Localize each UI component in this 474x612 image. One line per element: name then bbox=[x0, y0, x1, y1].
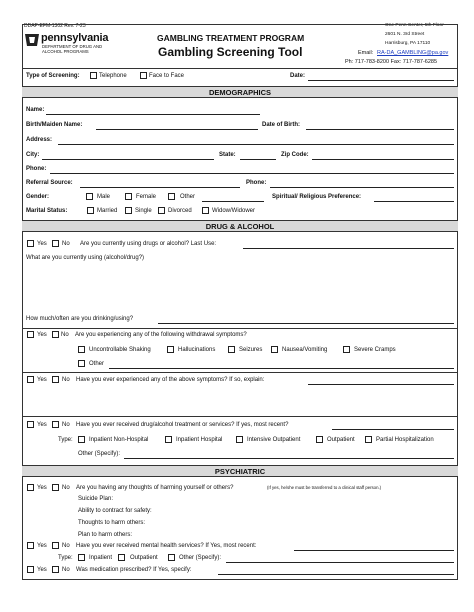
screening-type-label: Type of Screening: bbox=[26, 73, 80, 79]
symptom-nausea-checkbox[interactable] bbox=[271, 346, 278, 353]
drug-q3-yes-checkbox[interactable] bbox=[27, 376, 34, 383]
amount-field[interactable] bbox=[158, 323, 454, 324]
medication-field[interactable] bbox=[218, 574, 454, 575]
drug-q2-no-checkbox[interactable] bbox=[52, 331, 59, 338]
married-label: Married bbox=[97, 208, 118, 214]
drug-alcohol-header: DRUG & ALCOHOL bbox=[22, 220, 458, 232]
gender-other-field[interactable] bbox=[202, 201, 264, 202]
psych-q1-question: Are you having any thoughts of harming yourself or others? bbox=[76, 485, 234, 491]
name-label: Name: bbox=[26, 107, 45, 113]
drug-q3-question: Have you ever experienced any of the above symptoms? If so, explain: bbox=[76, 377, 265, 383]
drug-q1c-question: How much/often are you drinking/using? bbox=[26, 316, 134, 322]
address-line-2: 2601 N. 3rd Street bbox=[385, 32, 425, 37]
psych-q3-yes-checkbox[interactable] bbox=[27, 566, 34, 573]
drug-q1-yes-label: Yes bbox=[37, 241, 47, 247]
treatment-inpatient-hospital-checkbox[interactable] bbox=[165, 436, 172, 443]
psych-q2-no-checkbox[interactable] bbox=[52, 542, 59, 549]
psych-q2-question: Have you ever received mental health services? If Yes, most recent: bbox=[76, 543, 257, 549]
address-field[interactable] bbox=[58, 144, 454, 145]
psych-q2-no-label: No bbox=[62, 543, 70, 549]
city-label: City: bbox=[26, 152, 40, 158]
mh-outpatient-checkbox[interactable] bbox=[118, 554, 125, 561]
drug-q1-question: Are you currently using drugs or alcohol? Last Use: bbox=[80, 241, 217, 247]
mh-inpatient-label: Inpatient bbox=[89, 555, 113, 561]
drug-q2-yes-checkbox[interactable] bbox=[27, 331, 34, 338]
treatment-type-label: Type: bbox=[58, 437, 73, 443]
date-field[interactable] bbox=[308, 80, 454, 81]
form-title: Gambling Screening Tool bbox=[158, 45, 303, 59]
logo-word: pennsylvania bbox=[41, 32, 109, 44]
phone-fax-line: Ph: 717-783-8200 Fax: 717-787-6285 bbox=[345, 59, 438, 65]
header-separator bbox=[22, 68, 458, 69]
symptom-shaking-label: Uncontrollable Shaking bbox=[89, 347, 151, 353]
drug-q1-no-checkbox[interactable] bbox=[52, 240, 59, 247]
referral-phone-label: Phone: bbox=[246, 180, 267, 186]
psych-q2-recent-field[interactable] bbox=[294, 550, 454, 551]
psych-q1-note: (If yes, he/she must be transferred to a clinical staff person.) bbox=[267, 485, 382, 490]
drug-q4-no-checkbox[interactable] bbox=[52, 421, 59, 428]
email-label: Email: bbox=[358, 50, 374, 56]
married-checkbox[interactable] bbox=[87, 207, 94, 214]
drug-q2-no-label: No bbox=[61, 332, 69, 338]
dob-field[interactable] bbox=[306, 129, 454, 130]
safety-contract-label: Ability to contract for safety: bbox=[78, 508, 152, 514]
drug-q3-yes-label: Yes bbox=[37, 377, 47, 383]
psych-q1-yes-checkbox[interactable] bbox=[27, 484, 34, 491]
drug-q1-separator bbox=[22, 328, 458, 329]
mh-inpatient-checkbox[interactable] bbox=[78, 554, 85, 561]
city-field[interactable] bbox=[42, 159, 214, 160]
drug-q3-no-label: No bbox=[62, 377, 70, 383]
symptom-cramps-checkbox[interactable] bbox=[343, 346, 350, 353]
referral-phone-field[interactable] bbox=[270, 187, 454, 188]
dob-label: Date of Birth: bbox=[262, 122, 300, 128]
state-field[interactable] bbox=[240, 159, 276, 160]
drug-q4-no-label: No bbox=[62, 422, 70, 428]
plan-harm-label: Plan to harm others: bbox=[78, 532, 133, 538]
treatment-partial-label: Partial Hospitalization bbox=[376, 437, 434, 443]
email-link[interactable]: RA-DA_GAMBLING@pa.gov bbox=[377, 50, 449, 56]
phone-label: Phone: bbox=[26, 166, 47, 172]
treatment-outpatient-checkbox[interactable] bbox=[316, 436, 323, 443]
drug-q2-question: Are you experiencing any of the following withdrawal symptoms? bbox=[75, 332, 247, 338]
address-label: Address: bbox=[26, 137, 53, 143]
psychiatric-header: PSYCHIATRIC bbox=[22, 465, 458, 477]
last-use-field[interactable] bbox=[243, 248, 454, 249]
psych-q3-no-checkbox[interactable] bbox=[52, 566, 59, 573]
mh-other-label: Other (Specify): bbox=[179, 555, 222, 561]
treatment-other-label: Other (Specify): bbox=[78, 451, 121, 457]
referral-field[interactable] bbox=[80, 187, 240, 188]
birth-name-label: Birth/Maiden Name: bbox=[26, 122, 83, 128]
symptom-other-checkbox[interactable] bbox=[78, 360, 85, 367]
single-checkbox[interactable] bbox=[125, 207, 132, 214]
dept-line-2: ALCOHOL PROGRAMS bbox=[42, 49, 89, 54]
dept-line-1: DEPARTMENT OF DRUG AND bbox=[42, 44, 103, 49]
state-label: State: bbox=[219, 152, 236, 158]
psych-q3-question: Was medication prescribed? If Yes, specify: bbox=[76, 567, 192, 573]
single-label: Single bbox=[135, 208, 152, 214]
drug-q4-yes-checkbox[interactable] bbox=[27, 421, 34, 428]
symptom-hallucinations-label: Hallucinations bbox=[178, 347, 216, 353]
widow-checkbox[interactable] bbox=[202, 207, 209, 214]
gender-other-label: Other bbox=[180, 194, 196, 200]
drug-q1-no-label: No bbox=[62, 241, 70, 247]
drug-q4-question: Have you ever received drug/alcohol treatment or services? If yes, most recent? bbox=[76, 422, 289, 428]
zip-label: Zip Code: bbox=[281, 152, 309, 158]
treatment-other-field[interactable] bbox=[124, 458, 454, 459]
form-id: DDAP-EFM-1302 Rev. 7-23 bbox=[24, 23, 86, 29]
date-label: Date: bbox=[290, 73, 306, 79]
address-line-1: One Penn Center, 5th Floor bbox=[385, 23, 444, 28]
spiritual-label: Spiritual/ Religious Preference: bbox=[272, 194, 362, 200]
widow-label: Widow/Widower bbox=[212, 208, 256, 214]
telephone-checkbox[interactable] bbox=[90, 72, 97, 79]
treatment-inpatient-nonhospital-checkbox[interactable] bbox=[78, 436, 85, 443]
psych-q1-no-label: No bbox=[62, 485, 70, 491]
symptom-shaking-checkbox[interactable] bbox=[78, 346, 85, 353]
symptom-other-field[interactable] bbox=[109, 368, 454, 369]
drug-q4-yes-label: Yes bbox=[37, 422, 47, 428]
gender-female-checkbox[interactable] bbox=[125, 193, 132, 200]
psych-q2-yes-checkbox[interactable] bbox=[27, 542, 34, 549]
address-line-3: Harrisburg, PA 17110 bbox=[385, 41, 431, 46]
drug-q4-recent-field[interactable] bbox=[332, 429, 454, 430]
psych-q1-yes-text: Yes bbox=[37, 485, 47, 491]
marital-label: Marital Status: bbox=[26, 208, 68, 214]
symptom-seizures-label: Seizures bbox=[239, 347, 263, 353]
psych-q3-no-label: No bbox=[62, 567, 70, 573]
psych-q3-yes-label: Yes bbox=[37, 567, 47, 573]
drug-q3-no-checkbox[interactable] bbox=[52, 376, 59, 383]
gender-female-label: Female bbox=[136, 194, 157, 200]
gender-male-checkbox[interactable] bbox=[86, 193, 93, 200]
treatment-iop-checkbox[interactable] bbox=[236, 436, 243, 443]
treatment-partial-checkbox[interactable] bbox=[365, 436, 372, 443]
psych-q2-yes-label: Yes bbox=[37, 543, 47, 549]
gender-male-label: Male bbox=[97, 194, 111, 200]
drug-q2-yes-label: Yes bbox=[37, 332, 47, 338]
face-to-face-label: Face to Face bbox=[149, 73, 185, 79]
zip-field[interactable] bbox=[312, 159, 454, 160]
gender-label: Gender: bbox=[26, 194, 50, 200]
symptom-nausea-label: Nausea/Vomiting bbox=[282, 347, 328, 353]
mh-other-checkbox[interactable] bbox=[168, 554, 175, 561]
spiritual-field[interactable] bbox=[374, 201, 454, 202]
name-field[interactable] bbox=[46, 114, 260, 115]
divorced-checkbox[interactable] bbox=[158, 207, 165, 214]
treatment-inpatient-hospital-label: Inpatient Hospital bbox=[176, 437, 223, 443]
symptom-seizures-checkbox[interactable] bbox=[228, 346, 235, 353]
drug-q3-separator bbox=[22, 416, 458, 417]
drug-q3-explain-field[interactable] bbox=[308, 384, 454, 385]
treatment-iop-label: Intensive Outpatient bbox=[247, 437, 301, 443]
mh-type-label: Type: bbox=[58, 555, 73, 561]
treatment-inpatient-nonhospital-label: Inpatient Non-Hospital bbox=[89, 437, 149, 443]
mh-other-field[interactable] bbox=[226, 562, 454, 563]
program-name: GAMBLING TREATMENT PROGRAM bbox=[157, 33, 305, 43]
mh-outpatient-label: Outpatient bbox=[130, 555, 158, 561]
referral-label: Referral Source: bbox=[26, 180, 73, 186]
symptom-other-label: Other bbox=[89, 361, 105, 367]
treatment-outpatient-label: Outpatient bbox=[327, 437, 355, 443]
phone-field[interactable] bbox=[50, 173, 454, 174]
symptom-cramps-label: Severe Cramps bbox=[354, 347, 396, 353]
thoughts-harm-label: Thoughts to harm others: bbox=[78, 520, 146, 526]
face-to-face-checkbox[interactable] bbox=[140, 72, 147, 79]
drug-q1-yes-checkbox[interactable] bbox=[27, 240, 34, 247]
telephone-label: Telephone bbox=[99, 73, 127, 79]
gender-other-checkbox[interactable] bbox=[168, 193, 175, 200]
divorced-label: Divorced bbox=[168, 208, 192, 214]
symptom-hallucinations-checkbox[interactable] bbox=[167, 346, 174, 353]
demographics-header: DEMOGRAPHICS bbox=[22, 86, 458, 98]
suicide-plan-label: Suicide Plan: bbox=[78, 496, 114, 502]
drug-q1b-question: What are you currently using (alcohol/drug?) bbox=[26, 255, 145, 261]
birth-name-field[interactable] bbox=[96, 129, 258, 130]
psych-q1-no-checkbox[interactable] bbox=[52, 484, 59, 491]
drug-q2-separator bbox=[22, 372, 458, 373]
